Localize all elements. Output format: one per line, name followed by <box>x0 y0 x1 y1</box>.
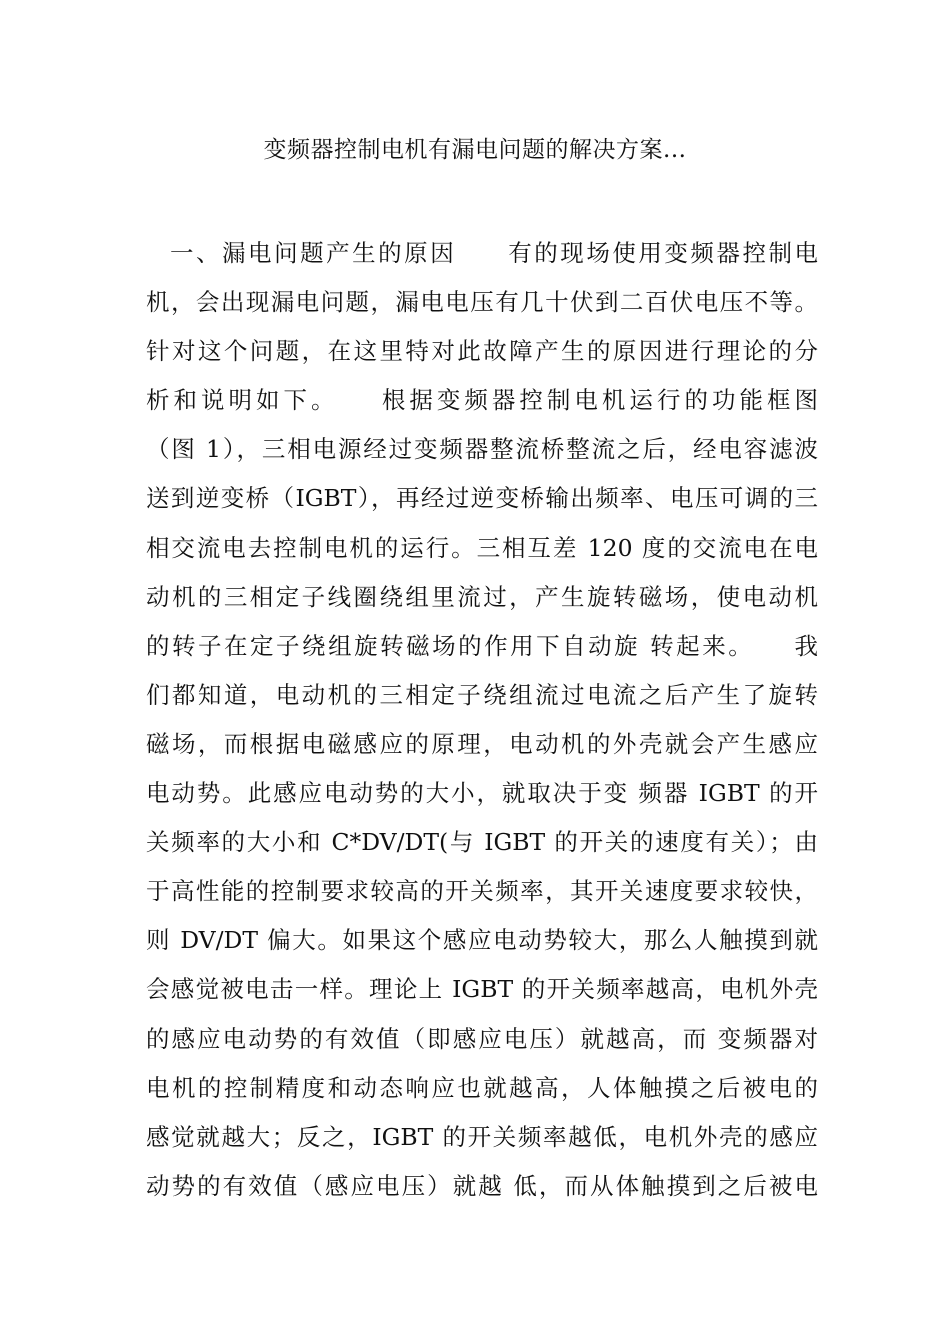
document-title: 变频器控制电机有漏电问题的解决方案... <box>263 137 687 163</box>
paragraph-line: 会感觉被电击一样。理论上 IGBT 的开关频率越高，电机外壳 <box>146 975 818 1004</box>
paragraph-line: 于高性能的控制要求较高的开关频率，其开关速度要求较快， <box>146 877 818 906</box>
paragraph-line: 动机的三相定子线圈绕组里流过，产生旋转磁场，使电动机 <box>146 582 818 611</box>
paragraph-line: 关频率的大小和 C*DV/DT(与 IGBT 的开关的速度有关）；由 <box>146 828 818 857</box>
paragraph-line: （图 1），三相电源经过变频器整流桥整流之后，经电容滤波 <box>146 435 818 464</box>
paragraph-line: 析和说明如下。 根据变频器控制电机运行的功能框图 <box>146 386 818 415</box>
paragraph-line: 机，会出现漏电问题，漏电电压有几十伏到二百伏电压不等。 <box>146 288 818 317</box>
paragraph-line: 一、漏电问题产生的原因 有的现场使用变频器控制电 <box>170 239 818 267</box>
paragraph-line: 的转子在定子绕组旋转磁场的作用下自动旋 转起来。 我 <box>146 631 818 660</box>
paragraph-line: 则 DV/DT 偏大。如果这个感应电动势较大，那么人触摸到就 <box>146 926 818 955</box>
paragraph-line: 针对这个问题，在这里特对此故障产生的原因进行理论的分 <box>146 337 818 366</box>
paragraph-line: 磁场，而根据电磁感应的原理，电动机的外壳就会产生感应 <box>146 729 818 758</box>
paragraph-line: 电动势。此感应电动势的大小，就取决于变 频器 IGBT 的开 <box>146 779 818 808</box>
paragraph-line: 的感应电动势的有效值（即感应电压）就越高，而 变频器对 <box>146 1024 818 1053</box>
paragraph-line: 电机的控制精度和动态响应也就越高，人体触摸之后被电的 <box>146 1073 818 1102</box>
paragraph-line: 们都知道，电动机的三相定子绕组流过电流之后产生了旋转 <box>146 680 818 709</box>
paragraph-line: 送到逆变桥（IGBT），再经过逆变桥输出频率、电压可调的三 <box>146 484 818 513</box>
paragraph-line: 感觉就越大；反之，IGBT 的开关频率越低，电机外壳的感应 <box>146 1122 818 1151</box>
paragraph-line: 相交流电去控制电机的运行。三相互差 120 度的交流电在电 <box>146 533 818 562</box>
document-body <box>146 229 818 1211</box>
paragraph-line: 动势的有效值（感应电压）就越 低，而从体触摸到之后被电 <box>146 1171 818 1200</box>
